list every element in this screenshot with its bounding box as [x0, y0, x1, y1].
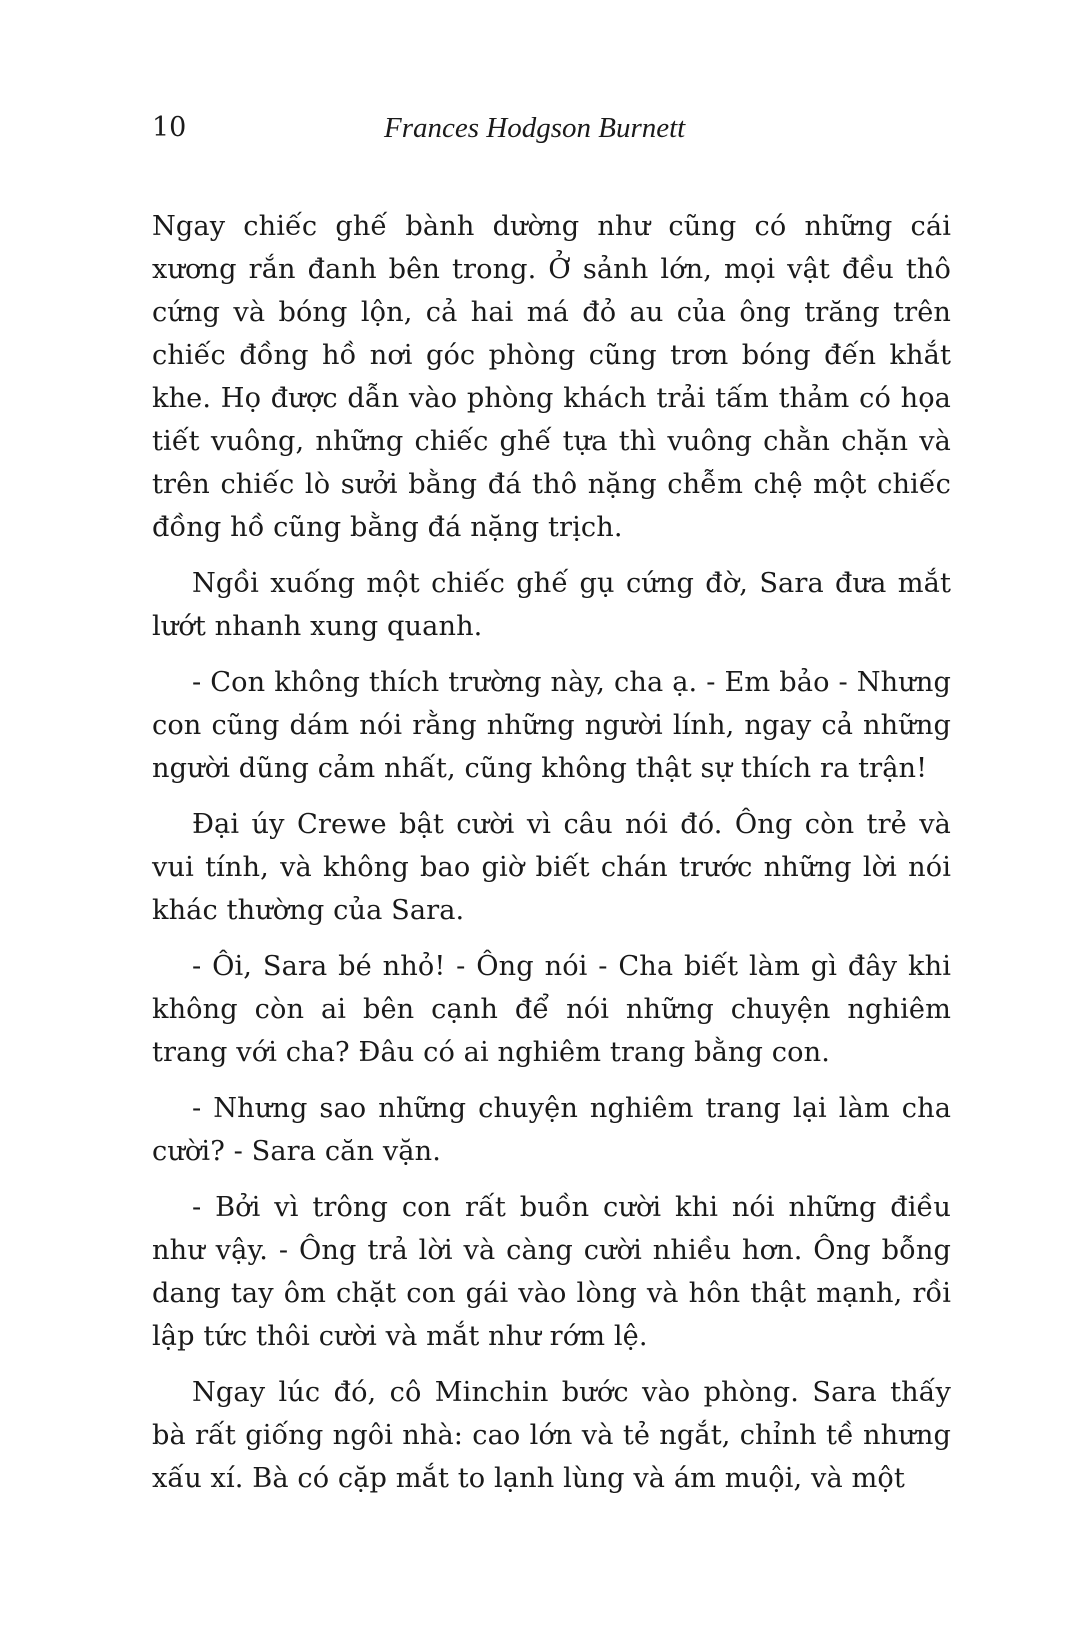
page-number: 10 — [152, 112, 187, 143]
paragraph: Ngay chiếc ghế bành dường như cũng có những cái xương rắn đanh bên trong. Ở sảnh lớn, mọi vật đều thô cứng và bóng lộn, cả hai má đỏ au của ông trăng trên chiếc đồng hồ nơi góc phòng cũng trơn bóng đến khắt khe. Họ được dẫn vào phòng khách trải tấm thảm có họa tiết vuông, những chiếc ghế tựa thì vuông chằn chặn và trên chiếc lò sưởi bằng đá thô nặng chễm chệ một chiếc đồng hồ cũng bằng đá nặng trịch. — [152, 211, 951, 543]
paragraph: - Con không thích trường này, cha ạ. - Em bảo - Nhưng con cũng dám nói rằng những người lính, ngay cả những người dũng cảm nhất, cũng không thật sự thích ra trận! — [152, 667, 951, 784]
book-author: Frances Hodgson Burnett — [384, 112, 686, 144]
paragraph: Đại úy Crewe bật cười vì câu nói đó. Ông còn trẻ và vui tính, và không bao giờ biết chán trước những lời nói khác thường của Sara. — [152, 809, 951, 926]
paragraph: Ngồi xuống một chiếc ghế gụ cứng đờ, Sara đưa mắt lướt nhanh xung quanh. — [152, 568, 951, 642]
running-header — [152, 112, 952, 152]
paragraph: - Ôi, Sara bé nhỏ! - Ông nói - Cha biết làm gì đây khi không còn ai bên cạnh để nói những chuyện nghiêm trang với cha? Đâu có ai nghiêm trang bằng con. — [152, 951, 951, 1068]
paragraph: - Nhưng sao những chuyện nghiêm trang lại làm cha cười? - Sara căn vặn. — [152, 1093, 951, 1167]
body-text — [152, 205, 951, 1513]
paragraph: Ngay lúc đó, cô Minchin bước vào phòng. Sara thấy bà rất giống ngôi nhà: cao lớn và tẻ ngắt, chỉnh tề nhưng xấu xí. Bà có cặp mắt to lạnh lùng và ám muội, và một — [152, 1377, 951, 1494]
paragraph: - Bởi vì trông con rất buồn cười khi nói những điều như vậy. - Ông trả lời và càng cười nhiều hơn. Ông bỗng dang tay ôm chặt con gái vào lòng và hôn thật mạnh, rồi lập tức thôi cười và mắt như rớm lệ. — [152, 1192, 951, 1352]
